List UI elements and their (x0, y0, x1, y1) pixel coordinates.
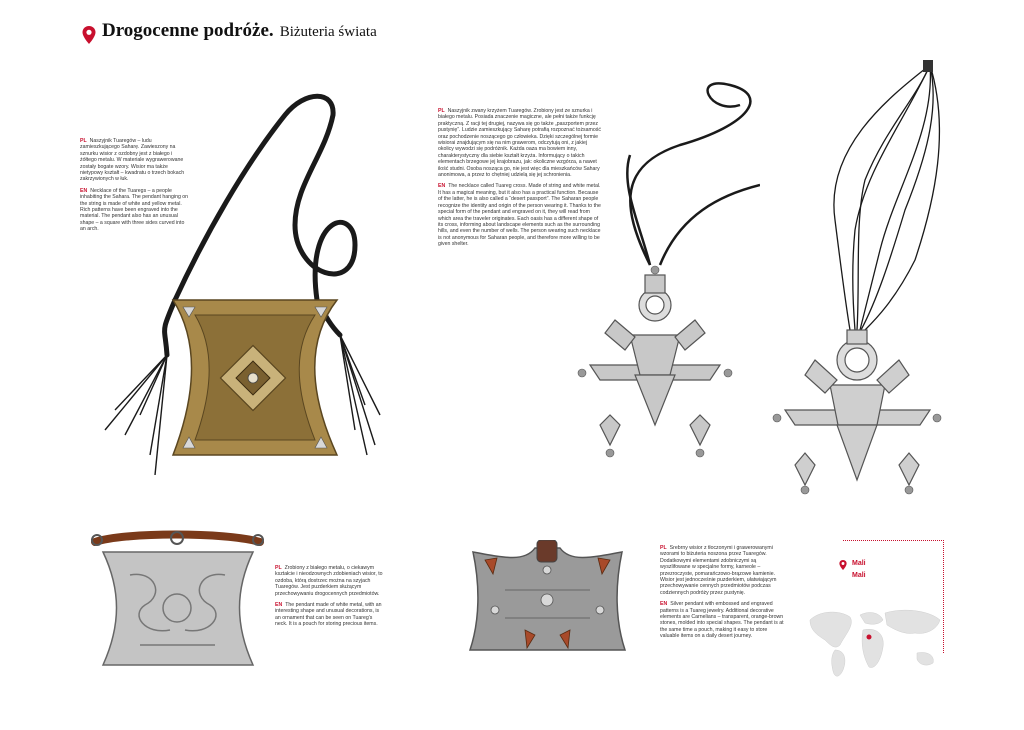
description-en: Silver pendant with embossed and engraved patterns is a Tuareg jewelry. Additional decorative elements are Carnelians – transparent, orange-brown stones, molded into special shapes. The pendant is at the same time a pouch, making it easy to store valuable items on a daily desert journey. (660, 601, 784, 640)
lang-tag: EN (438, 183, 446, 190)
lang-tag: EN (660, 601, 668, 608)
tuareg-cross-necklace-image (560, 75, 760, 465)
lang-tag: PL (438, 108, 445, 114)
page-subtitle: Biżuteria świata (279, 24, 377, 40)
silver-pouch-pendant-image (85, 530, 270, 675)
brass-pendant-necklace-image (55, 85, 395, 475)
page-title: Drogocenne podróże. (102, 20, 274, 41)
description-en: The necklace called Tuareg cross. Made of string and white metal. It has a magical meaning, but it also has a practical function. Because of the latter, he is also called a “desert passport”. The Saharan people recognize the identity and origin of the person wearing it. Thanks to the special form of the pendant and engraved on it, they will read from which area the traveler originates. Each oasis has a different shape of its cross, informing about landscape elements such as the surrounding hills, and even the number of wells. The person wearing such necklace is not anonymous for Saharan people, and therefore more willing to be given shelter. (438, 183, 601, 248)
lang-tag: PL (275, 565, 282, 571)
description-pl: Zrobiony z białego metalu, o ciekawym kształcie i nieodzownych zdobieniach wisior, to ozdoba, którą dostrzec można na szyjach Tuaregów. Jest puzderkiem służącym przechowywaniu drogocennych przedmiotów. (275, 565, 383, 597)
silver-carnelian-pendant-image (465, 540, 630, 655)
lang-tag: EN (275, 602, 283, 609)
description-pl: Naszyjnik zwany krzyżem Tuaregów. Zrobiony jest ze sznurka i białego metalu. Posiada znaczenie magiczne, ale pełni także funkcję praktyczną. Z racji tej drugiej, nazywa się go także „paszportem przez pustynię”. Ludzie zamieszkujący Saharę potrafią rozpoznać tożsamość oraz pochodzenie noszącego go człowieka. Dzięki szczególnej formie wisiorai znajdującym się na nim grawerom, odczytują oni, z jakiej okolicy wywodzi się podróżnik. Każda oaza ma bowiem inny, charakterystyczny dla siebie kształt krzyża. Informujący o takich elementach brzegowe jej krajobrazu, jak: okoliczne wzgórza, a nawet ilość studni. Osoba nosząca go, nie jest więc dla mieszkańców Sahary anonimowa, a przez to chętniej udzielą się jej schronienia. (438, 108, 601, 179)
item-3-text (275, 565, 385, 633)
item-4-text (660, 545, 785, 645)
mali-marker (867, 635, 872, 640)
description-en: Necklace of the Tuaregs – a people inhabiting the Sahara. The pendant hanging on the string is made of white and yellow metal. Rich patterns have been engraved into the material. The pendant also has an unusual shape – a square with three sides curved into an arch. (80, 187, 189, 233)
lang-tag: PL (80, 138, 87, 144)
description-pl: Srebrny wisior z tłoczonymi i grawerowanymi wzorami to biżuteria noszona przez Tuaregów. Dodatkowymi elementami zdobniczymi są wyszlifowane w specjalne formy, karneole – przezroczyste, pomarańczowo-brązowe kamienie. Wisior jest jednocześnie puzderkiem, ułatwiającym przechowywanie cennych przedmiotów podczas codziennych podróży przez pustynię. (660, 545, 777, 596)
page-header (102, 20, 377, 42)
world-map-image (805, 605, 945, 683)
location-pin-icon (82, 26, 96, 44)
location-pin-icon (839, 560, 847, 570)
tuareg-cross-long-necklace-image (765, 60, 965, 495)
description-pl: Naszyjnik Tuaregów – ludu zamieszkującego Saharę. Zawieszony na sznurku wisior z ozdobny jest z białego i żółtego metalu. W materiale wygrawerowane zostały bogate wzory. Wisior ma także nietypowy kształt – kwadratu o trzech bokach zakrzywionych w łuk. (80, 138, 185, 183)
lang-tag: PL (660, 545, 667, 551)
lang-tag: EN (80, 187, 88, 194)
country-label-secondary: Mali (852, 572, 866, 579)
country-label: Mali (852, 560, 866, 567)
description-en: The pendant made of white metal, with an interesting shape and unusual decorations, is an ornament that can be seen on Tuareg’s neck. It is a pouch for storing precious items. (275, 602, 382, 628)
